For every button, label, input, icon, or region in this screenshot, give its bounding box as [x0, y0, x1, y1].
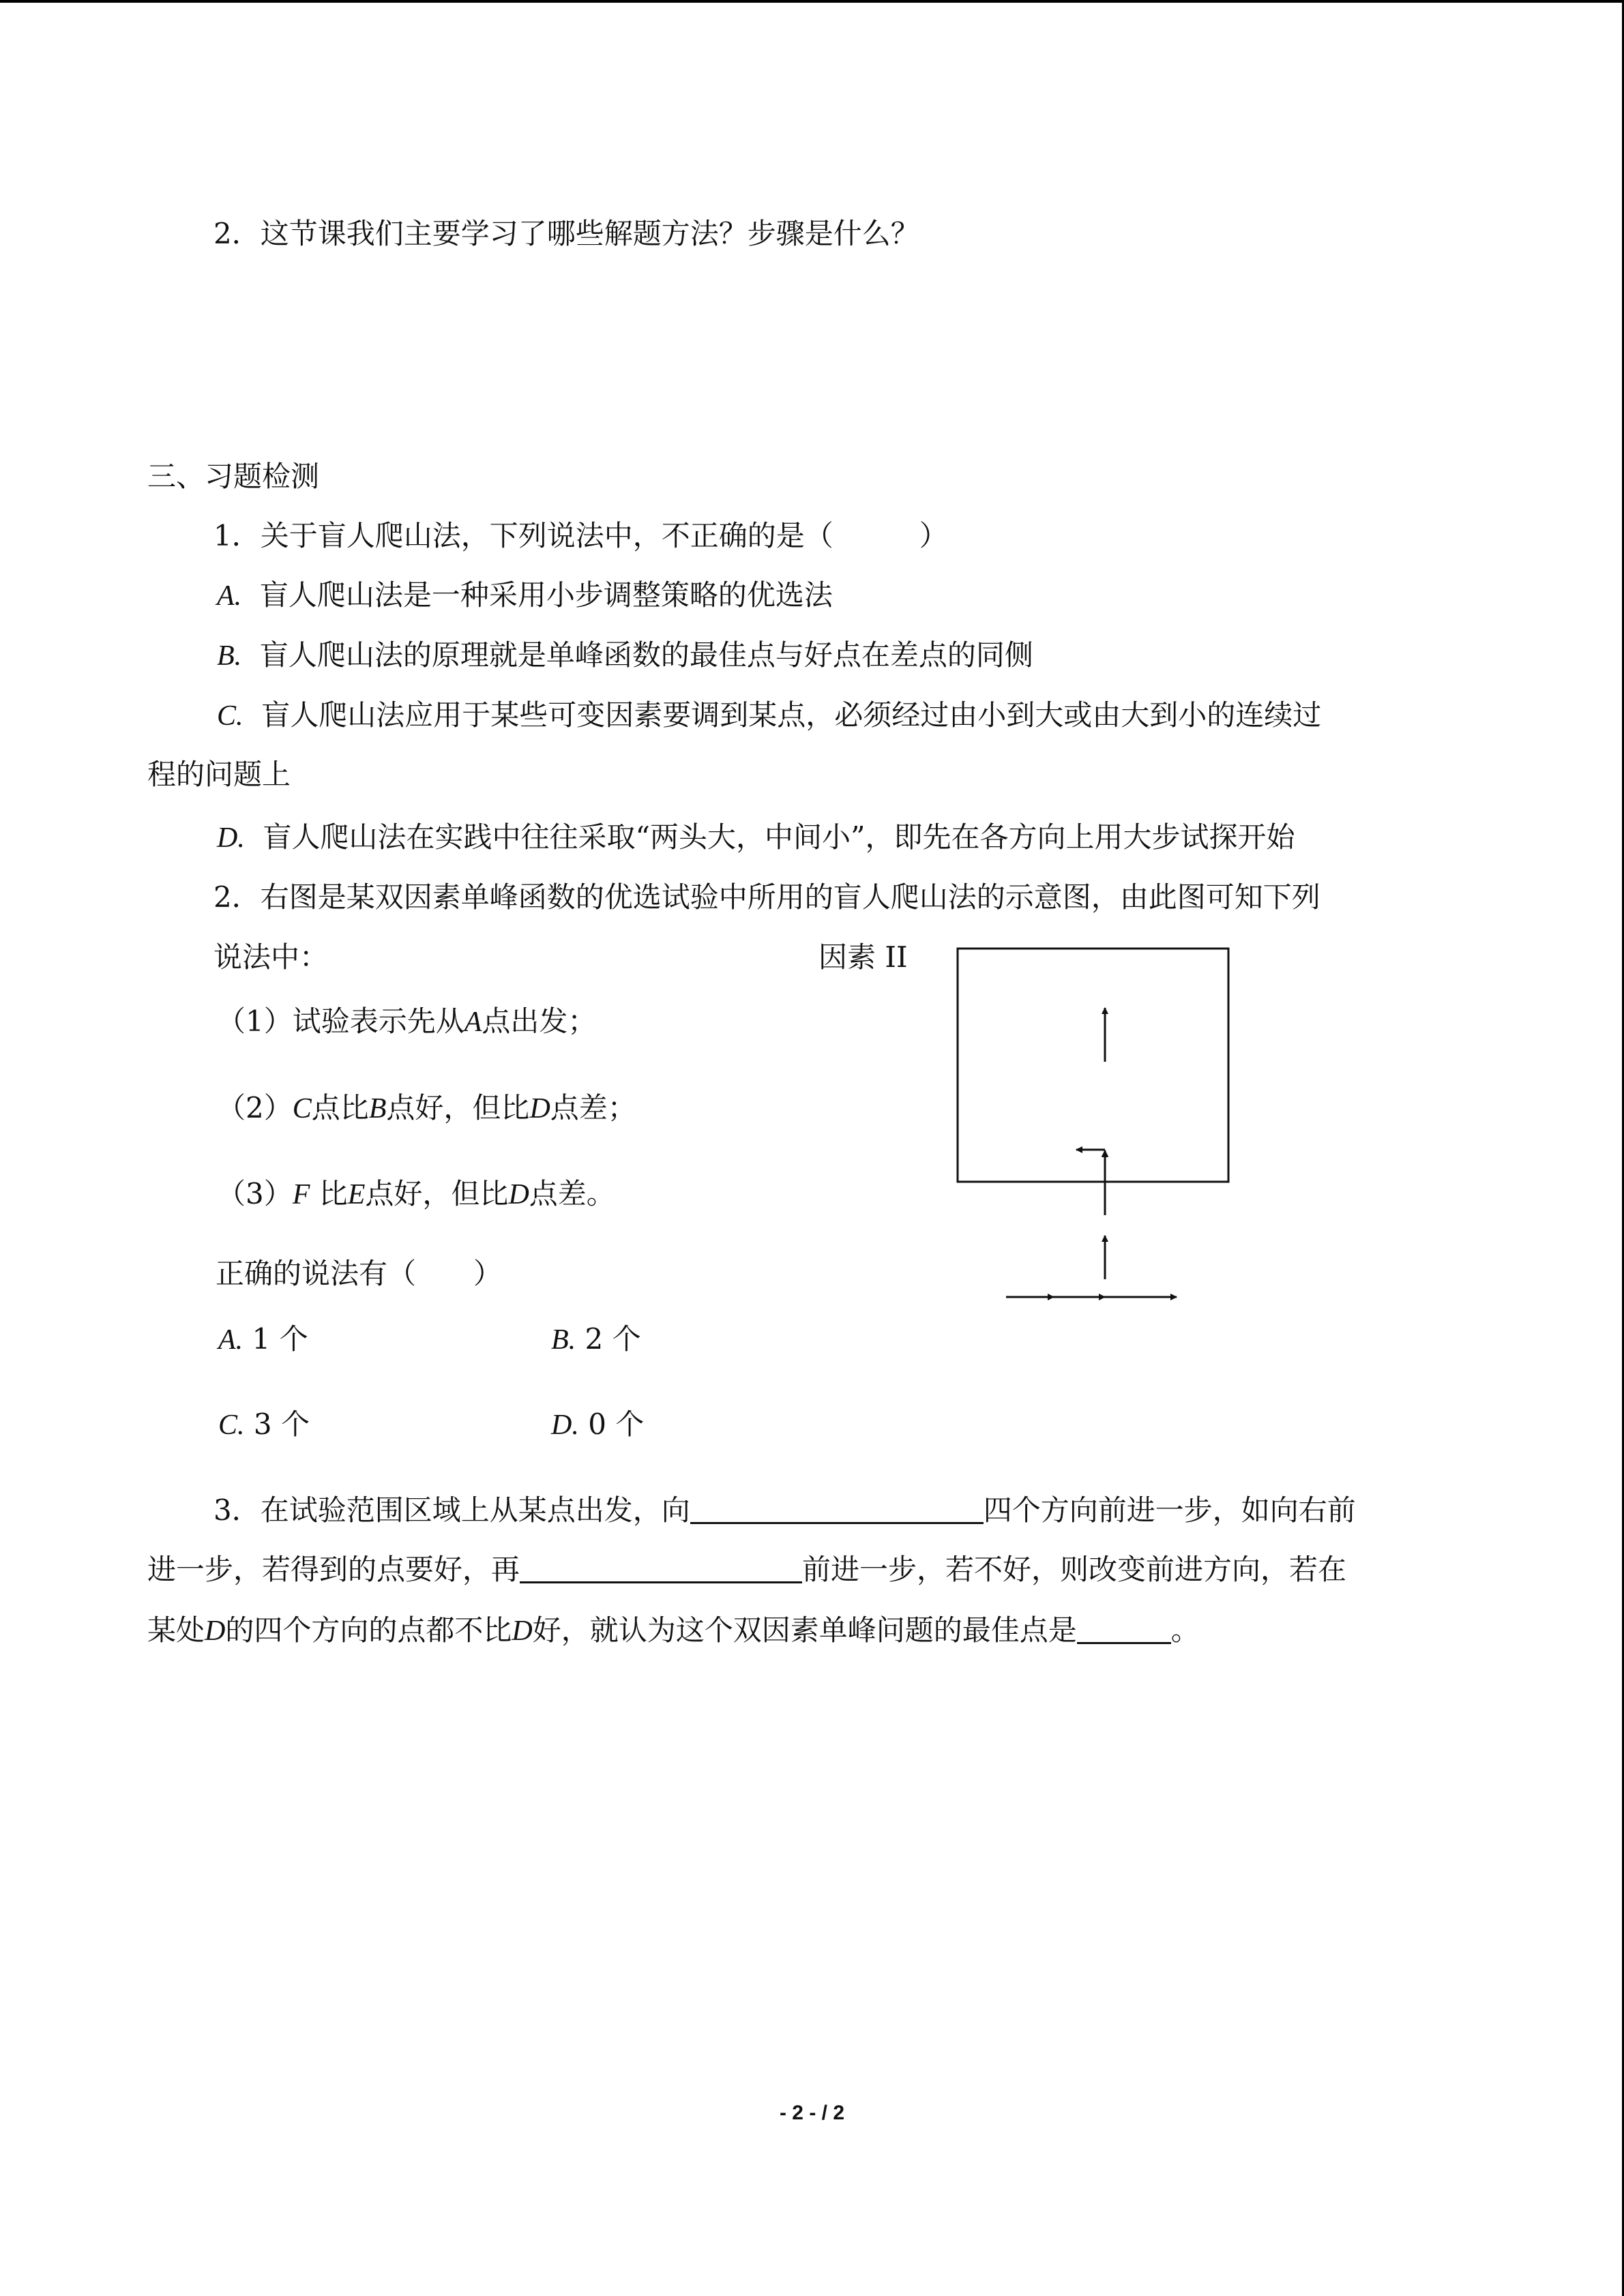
q3-blank-3[interactable] — [1077, 1615, 1171, 1644]
q3-line3: 某处D的四个方向的点都不比D好，就认为这个双因素单峰问题的最佳点是 。 — [147, 1613, 1200, 1647]
experiment-region-box — [958, 949, 1228, 1182]
q1-option-c-continued: 程的问题上 — [147, 758, 291, 791]
q1-option-b: B. 盲人爬山法的原理就是单峰函数的最佳点与好点在差点的同侧 — [217, 638, 1033, 672]
q1-option-a: A. 盲人爬山法是一种采用小步调整策略的优选法 — [217, 578, 833, 612]
q3-line1: 3．在试验范围区域上从某点出发，向 四个方向前进一步，如向右前 — [213, 1493, 1356, 1527]
q2-stem-line1: 2．右图是某双因素单峰函数的优选试验中所用的盲人爬山法的示意图，由此图可知下列 — [213, 880, 1320, 914]
q2-ask: 正确的说法有（ ） — [216, 1257, 503, 1290]
q3-blank-2[interactable] — [520, 1554, 802, 1583]
q2-option-d: D. 0 个 — [551, 1407, 645, 1441]
page-number: - 2 - / 2 — [779, 2102, 845, 2124]
q1-option-d: D. 盲人爬山法在实践中往往采取“两头大，中间小”，即先在各方向上用大步试探开始 — [217, 820, 1295, 854]
q3-line2: 进一步，若得到的点要好，再 前进一步，若不好，则改变前进方向，若在 — [147, 1553, 1347, 1586]
q1-stem: 1．关于盲人爬山法，下列说法中，不正确的是（ ） — [213, 519, 948, 552]
hill-climbing-diagram — [941, 941, 1241, 1323]
q2-statement-3: （3）F 比E点好，但比D点差。 — [217, 1177, 615, 1210]
figure-axis-label: 因素 II — [818, 940, 908, 974]
summary-question-2: 2．这节课我们主要学习了哪些解题方法？步骤是什么？ — [213, 217, 919, 250]
q2-statement-2: （2）C点比B点好，但比D点差； — [217, 1091, 636, 1124]
q2-option-a: A. 1 个 — [218, 1322, 308, 1356]
q3-blank-1[interactable] — [690, 1495, 984, 1524]
section-heading: 三、习题检测 — [147, 460, 320, 493]
q2-statement-1: （1）试验表示先从A点出发； — [217, 1004, 597, 1038]
q2-option-b: B. 2 个 — [551, 1322, 641, 1356]
q2-stem-line2: 说法中： — [213, 940, 329, 974]
q2-option-c: C. 3 个 — [218, 1407, 310, 1441]
q1-option-c: C. 盲人爬山法应用于某些可变因素要调到某点，必须经过由小到大或由大到小的连续过 — [217, 698, 1322, 732]
page-top-border — [0, 0, 1624, 3]
